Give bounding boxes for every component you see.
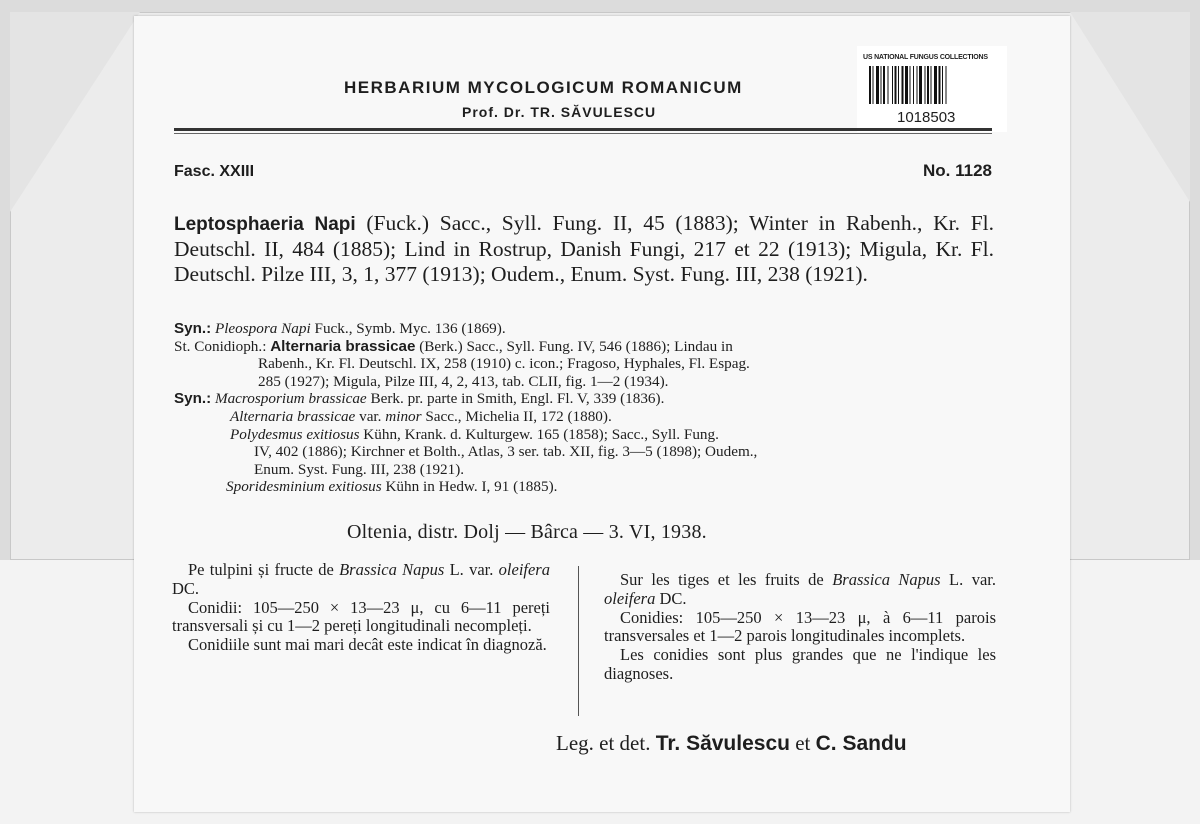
herbarium-curator: Prof. Dr. TR. SĂVULESCU [462,104,657,120]
note-remark: Les conidies sont plus grandes que ne l'indique les diagnoses. [604,645,996,683]
header-rule-thin [174,133,992,134]
synonym-line: St. Conidioph.: Alternaria brassicae (Berk.) Sacc., Syll. Fung. IV, 546 (1886); Lindau in [174,337,733,355]
taxon-citation [174,211,994,287]
taxon-reference: (Fuck.) Sacc., Syll. Fung. II, 45 (1883); Winter in Rabenh., Kr. Fl. Deutschl. II, 484 (1885); Lind in Rostrup, Danish Fungi, 217 et 22 (1913); Migula, Kr. Fl. Deutschl. Pilze III, 3, 1, 377 (1913); Oudem., Enum. Syst. Fung. III, 238 (1921). [174,211,994,286]
synonym-line: Alternaria brassicae var. minor Sacc., Michelia II, 172 (1880). [230,407,612,425]
header-rule [174,128,992,131]
notes-french [604,571,996,684]
synonym-line: Sporidesminium exitiosus Kühn in Hedw. I, 91 (1885). [226,478,558,496]
collection-locality: Oltenia, distr. Dolj — Bârca — 3. VI, 1938. [347,521,707,543]
synonymy-block [174,320,998,496]
envelope-flap-right [1070,12,1190,202]
column-divider [578,566,579,716]
note-remark: Conidiile sunt mai mari decât este indicat în diagnoză. [188,635,547,655]
barcode-label [857,46,1007,132]
taxon-name: Leptosphaeria Napi [174,214,356,235]
note-conidia: Conidies: 105—250 × 13—23 μ, à 6—11 parois transversales et 1—2 parois longitudinales incomplets. [604,607,996,646]
collector-line: Leg. et det. Tr. Săvulescu et C. Sandu [556,731,907,755]
herbarium-title: HERBARIUM MYCOLOGICUM ROMANICUM [344,78,743,97]
synonym-line: Polydesmus exitiosus Kühn, Krank. d. Kulturgew. 165 (1858); Sacc., Syll. Fung. [230,425,719,443]
fascicle-label: Fasc. XXIII [174,163,255,180]
barcode-number: 1018503 [897,109,956,126]
synonym-line: IV, 402 (1886); Kirchner et Bolth., Atlas, 3 ser. tab. XII, fig. 3—5 (1898); Oudem., [254,443,758,461]
synonym-line: Rabenh., Kr. Fl. Deutschl. IX, 258 (1910) c. icon.; Fragoso, Hyphales, Fl. Espag. [258,355,750,373]
specimen-label [134,16,1070,812]
notes-romanian [172,561,550,655]
collector-name: Tr. Săvulescu [655,732,790,755]
synonym-line: Syn.: Pleospora Napi Fuck., Symb. Myc. 136 (1869). [174,320,506,337]
synonym-line: 285 (1927); Migula, Pilze III, 4, 2, 413, tab. CLII, fig. 1—2 (1934). [258,372,669,390]
note-host: Pe tulpini și fructe de Brassica Napus L. var. oleifera DC. [172,560,550,598]
barcode-collection: US NATIONAL FUNGUS COLLECTIONS [863,54,988,61]
collector-name: C. Sandu [815,732,907,755]
note-host: Sur les tiges et les fruits de Brassica Napus L. var. oleifera DC. [604,570,996,608]
barcode-icon [869,66,997,106]
note-conidia: Conidii: 105—250 × 13—23 μ, cu 6—11 pereți transversali și cu 1—2 pereți longitudinali necompleți. [172,597,550,636]
synonym-line: Enum. Syst. Fung. III, 238 (1921). [254,460,465,478]
specimen-number: No. 1128 [923,161,992,180]
synonym-line: Syn.: Macrosporium brassicae Berk. pr. parte in Smith, Engl. Fl. V, 339 (1836). [174,390,665,408]
envelope-flap-left [10,12,140,212]
